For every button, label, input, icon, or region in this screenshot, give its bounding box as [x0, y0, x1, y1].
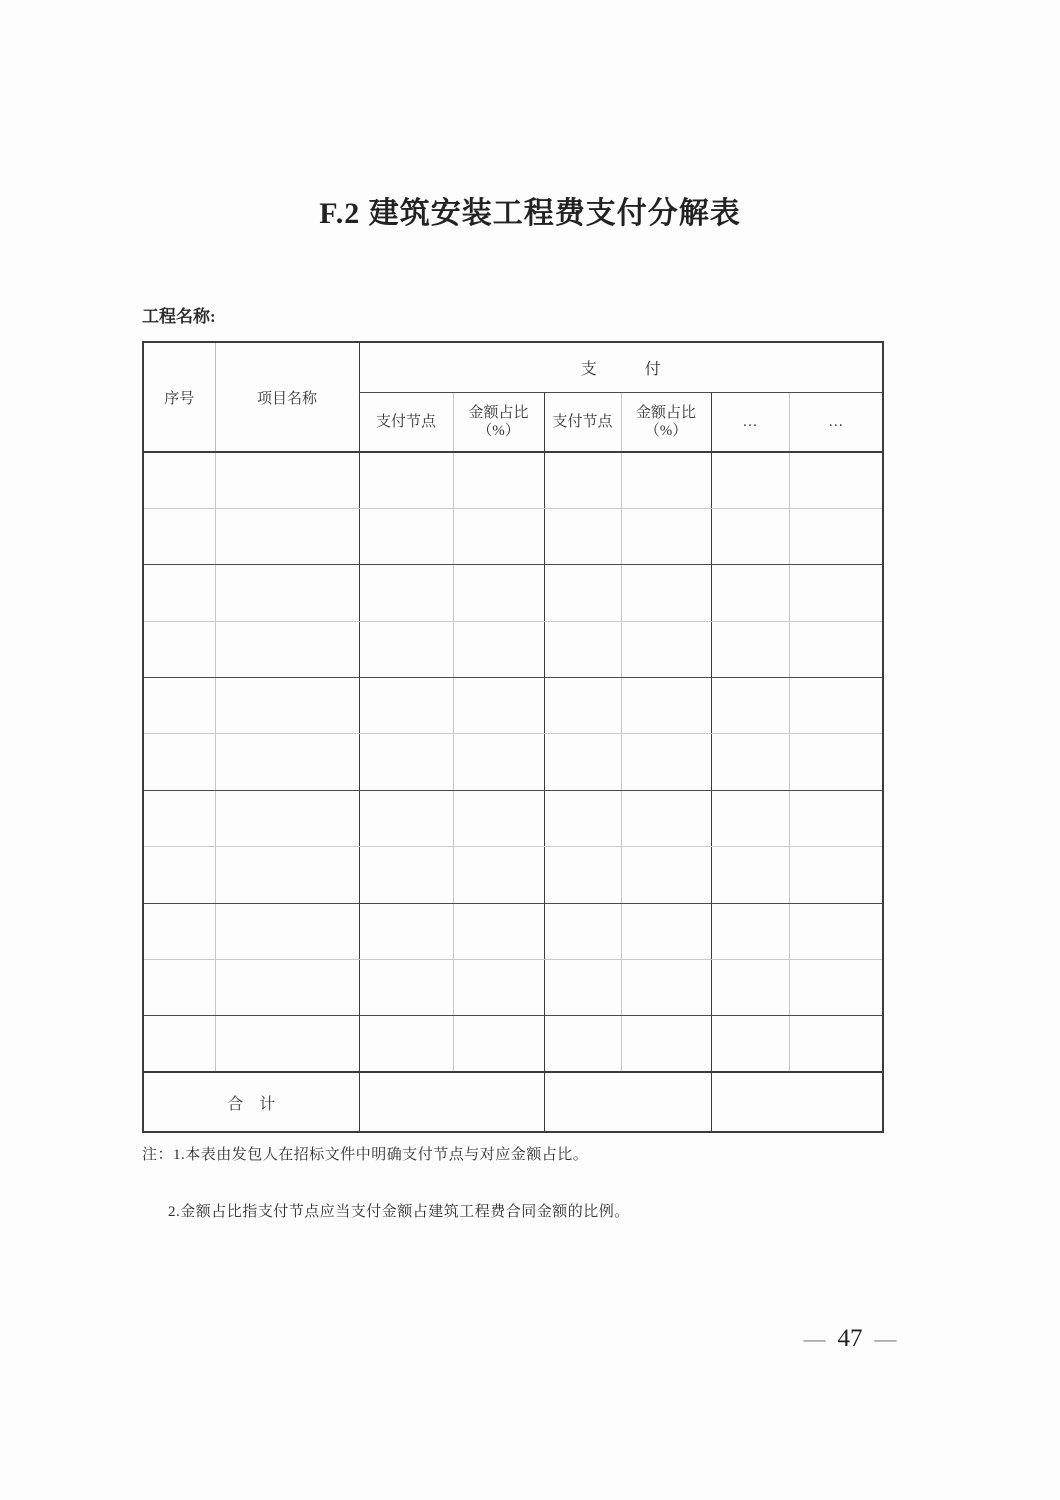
table-cell	[143, 678, 215, 734]
header-cell-ellipsis-2	[789, 392, 883, 452]
table-cell	[143, 790, 215, 846]
page-title: F.2 建筑安装工程费支付分解表	[319, 197, 741, 230]
header-cell-amount-ratio-2: 金额占比 （%）	[621, 392, 711, 452]
table-cell	[711, 621, 789, 677]
note-1: 注：1.本表由发包人在招标文件中明确支付节点与对应金额占比。	[142, 1147, 589, 1163]
table-cell	[544, 565, 621, 621]
header-cell-payment-node-2	[544, 392, 621, 452]
table-cell	[143, 1016, 215, 1072]
table-row	[143, 734, 883, 790]
table-row	[143, 621, 883, 677]
table-row	[143, 903, 883, 959]
table-cell	[621, 452, 711, 508]
table-cell	[215, 678, 359, 734]
header-subcol-label: …	[742, 413, 758, 430]
table-cell	[711, 565, 789, 621]
table-row	[143, 678, 883, 734]
total-value-cell	[711, 1072, 883, 1132]
table-cell	[453, 1016, 544, 1072]
table-cell	[711, 452, 789, 508]
table-cell	[143, 508, 215, 564]
page-number-value: 47	[837, 1325, 863, 1352]
header-cell-amount-ratio-1: 金额占比 （%）	[453, 392, 544, 452]
header-subcol-label: 金额占比	[635, 404, 696, 421]
table-cell	[359, 1016, 453, 1072]
table-cell	[544, 734, 621, 790]
table-cell	[453, 734, 544, 790]
table-cell	[215, 565, 359, 621]
table-cell	[359, 790, 453, 846]
table-cell	[215, 847, 359, 903]
table-cell	[359, 678, 453, 734]
table-row	[143, 960, 883, 1016]
table-cell	[453, 678, 544, 734]
note-2: 2.金额占比指支付节点应当支付金额占建筑工程费合同金额的比例。	[168, 1204, 630, 1220]
header-cell-seq: 序号	[143, 342, 215, 452]
table-cell	[789, 1016, 883, 1072]
table-row	[143, 452, 883, 508]
table-cell	[789, 903, 883, 959]
table-cell	[143, 621, 215, 677]
table-cell	[544, 452, 621, 508]
header-row-top	[143, 342, 883, 392]
table-cell	[544, 621, 621, 677]
table-cell	[621, 734, 711, 790]
table-cell	[453, 903, 544, 959]
table-cell	[215, 621, 359, 677]
header-subcol-label: 支付节点	[552, 413, 613, 430]
table-cell	[453, 790, 544, 846]
table-cell	[544, 678, 621, 734]
table-cell	[544, 960, 621, 1016]
table-cell	[143, 734, 215, 790]
table-cell	[215, 903, 359, 959]
table-cell	[621, 960, 711, 1016]
total-value-cell	[544, 1072, 711, 1132]
table-cell	[453, 621, 544, 677]
table-cell	[143, 565, 215, 621]
table-cell	[143, 903, 215, 959]
table-cell	[789, 452, 883, 508]
payment-breakdown-table	[142, 341, 884, 1133]
table-cell	[359, 508, 453, 564]
total-value-cell	[359, 1072, 544, 1132]
table-cell	[215, 790, 359, 846]
table-cell	[621, 1016, 711, 1072]
table-cell	[453, 960, 544, 1016]
table-cell	[711, 678, 789, 734]
table-row	[143, 790, 883, 846]
table-cell	[621, 903, 711, 959]
table-row	[143, 508, 883, 564]
header-cell-item-name: 项目名称	[215, 342, 359, 452]
header-cell-payment-node-1	[359, 392, 453, 452]
table-cell	[789, 678, 883, 734]
table-cell	[215, 508, 359, 564]
table-row	[143, 847, 883, 903]
header-subcol-label: 支付节点	[375, 413, 436, 430]
table-cell	[711, 734, 789, 790]
table-cell	[359, 621, 453, 677]
header-cell-payment-group: 支 付	[359, 342, 883, 392]
table-cell	[453, 508, 544, 564]
table-body	[143, 452, 883, 1072]
table-cell	[711, 790, 789, 846]
table-cell	[453, 847, 544, 903]
table-cell	[544, 847, 621, 903]
table-cell	[621, 678, 711, 734]
table-cell	[711, 903, 789, 959]
table-cell	[143, 960, 215, 1016]
table-footer	[143, 1072, 883, 1132]
page-number-dash-left: —	[803, 1325, 826, 1351]
table-cell	[711, 508, 789, 564]
table-cell	[789, 960, 883, 1016]
table-cell	[544, 903, 621, 959]
table-row	[143, 565, 883, 621]
page-number	[780, 1326, 920, 1351]
table-header	[143, 342, 883, 452]
table-cell	[711, 1016, 789, 1072]
table-cell	[359, 903, 453, 959]
table-cell	[215, 452, 359, 508]
table-cell	[544, 508, 621, 564]
table-cell	[789, 621, 883, 677]
table-cell	[359, 565, 453, 621]
total-label-cell: 合 计	[143, 1072, 359, 1132]
table-cell	[621, 508, 711, 564]
table-cell	[143, 452, 215, 508]
table-cell	[453, 452, 544, 508]
table-cell	[215, 960, 359, 1016]
table-cell	[711, 847, 789, 903]
header-subcol-label: 金额占比	[468, 404, 529, 421]
table-cell	[544, 1016, 621, 1072]
table-cell	[711, 960, 789, 1016]
table-cell	[789, 790, 883, 846]
table-cell	[621, 565, 711, 621]
table-cell	[789, 734, 883, 790]
table-cell	[359, 960, 453, 1016]
table-cell	[789, 565, 883, 621]
table-cell	[215, 1016, 359, 1072]
table-cell	[621, 621, 711, 677]
table-cell	[621, 847, 711, 903]
table-cell	[359, 847, 453, 903]
project-name-label: 工程名称:	[142, 307, 216, 326]
table-cell	[544, 790, 621, 846]
table-cell	[359, 452, 453, 508]
table-cell	[789, 847, 883, 903]
page-number-dash-right: —	[874, 1325, 897, 1351]
table-row	[143, 1016, 883, 1072]
total-row	[143, 1072, 883, 1132]
table-cell	[215, 734, 359, 790]
table-cell	[143, 847, 215, 903]
header-subcol-label: …	[828, 413, 844, 430]
table-cell	[453, 565, 544, 621]
table-cell	[789, 508, 883, 564]
table-cell	[359, 734, 453, 790]
header-cell-ellipsis-1	[711, 392, 789, 452]
table-cell	[621, 790, 711, 846]
